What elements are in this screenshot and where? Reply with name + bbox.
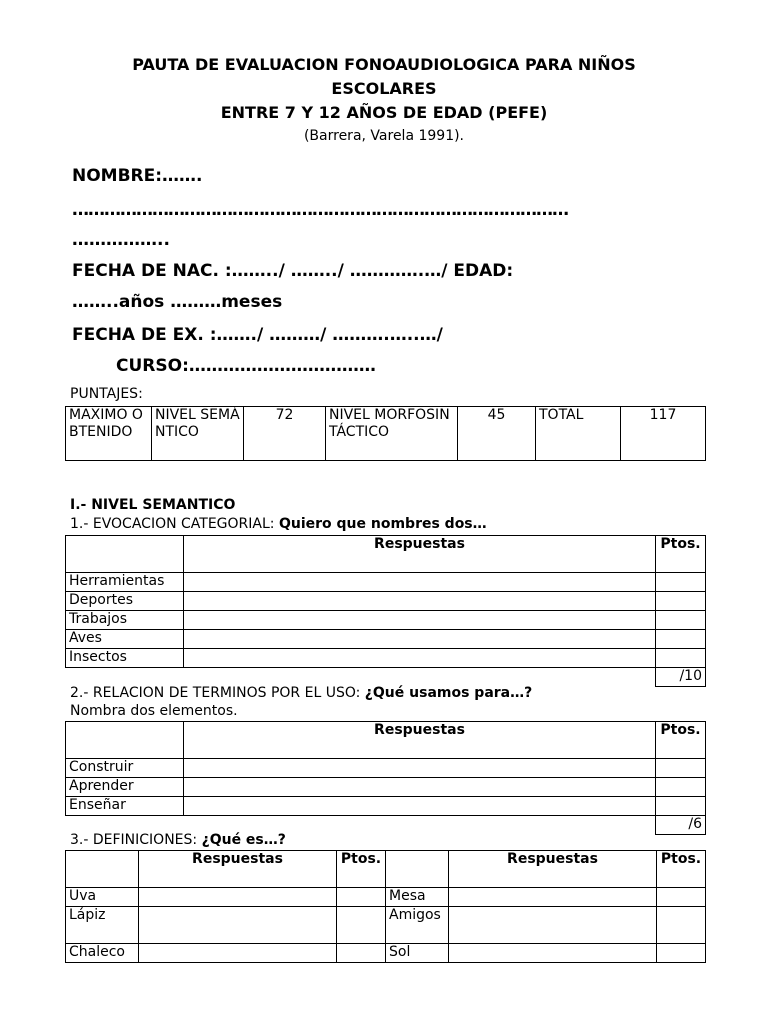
q2-row-label: Construir bbox=[66, 759, 184, 778]
q3-row-label-right: Sol bbox=[386, 944, 449, 963]
q1-score-cell: /10 bbox=[656, 668, 706, 687]
q1-response-cell[interactable] bbox=[184, 611, 656, 630]
q1-response-cell[interactable] bbox=[184, 573, 656, 592]
q1-row-label: Aves bbox=[66, 630, 184, 649]
q3-row-label-left: Lápiz bbox=[66, 907, 139, 944]
q2-score-cell: /6 bbox=[656, 816, 706, 835]
q2-ptos-header: Ptos. bbox=[656, 722, 706, 759]
q2-label: 2.- RELACION DE TERMINOS POR EL USO: bbox=[70, 685, 365, 701]
puntajes-label: PUNTAJES: bbox=[70, 386, 143, 402]
curso-field: CURSO:…………………………… bbox=[116, 356, 376, 376]
q3-label: 3.- DEFINICIONES: bbox=[70, 832, 202, 848]
form-citation: (Barrera, Varela 1991). bbox=[303, 128, 465, 144]
q1-points-cell[interactable] bbox=[656, 592, 706, 611]
q2-instruction: Nombra dos elementos. bbox=[70, 703, 238, 719]
morfosintactico-max-cell: 45 bbox=[458, 407, 536, 461]
q2-table bbox=[65, 721, 706, 835]
q1-response-cell[interactable] bbox=[184, 592, 656, 611]
total-label-cell: TOTAL bbox=[536, 407, 621, 461]
q1-score-spacer bbox=[66, 668, 184, 687]
q1-respuestas-header: Respuestas bbox=[184, 536, 656, 573]
q1-row-label: Deportes bbox=[66, 592, 184, 611]
q3-table bbox=[65, 850, 706, 963]
nombre-dots-short: …………….. bbox=[72, 230, 170, 250]
form-title-line2: ESCOLARES bbox=[331, 79, 437, 98]
q2-row-label: Enseñar bbox=[66, 797, 184, 816]
q3-heading bbox=[70, 832, 286, 848]
q1-label: 1.- EVOCACION CATEGORIAL: bbox=[70, 516, 279, 532]
q3-points-cell[interactable] bbox=[337, 907, 386, 944]
nivel-morfosintactico-cell: NIVEL MORFOSINTÁCTICO bbox=[326, 407, 458, 461]
q3-response-cell[interactable] bbox=[449, 907, 657, 944]
q3-points-cell[interactable] bbox=[337, 944, 386, 963]
fecha-nacimiento-field: FECHA DE NAC. :……../ ……../ ………….…/ EDAD: bbox=[72, 261, 514, 281]
q1-score-spacer bbox=[184, 668, 656, 687]
q1-row-label: Insectos bbox=[66, 649, 184, 668]
q3-points-cell[interactable] bbox=[657, 944, 706, 963]
q3-row-label-right: Amigos bbox=[386, 907, 449, 944]
q1-heading bbox=[70, 516, 487, 532]
q3-row-label-left: Chaleco bbox=[66, 944, 139, 963]
q2-points-cell[interactable] bbox=[656, 759, 706, 778]
q1-response-cell[interactable] bbox=[184, 630, 656, 649]
q1-points-cell[interactable] bbox=[656, 611, 706, 630]
q1-row-label: Trabajos bbox=[66, 611, 184, 630]
q3-respuestas-header-right: Respuestas bbox=[449, 851, 657, 888]
q3-response-cell[interactable] bbox=[139, 907, 337, 944]
maximo-obtenido-cell: MAXIMO OBTENIDO bbox=[66, 407, 152, 461]
q3-points-cell[interactable] bbox=[657, 888, 706, 907]
q3-ptos-header-right: Ptos. bbox=[657, 851, 706, 888]
nivel-semantico-cell: NIVEL SEMÁNTICO bbox=[152, 407, 244, 461]
q2-points-cell[interactable] bbox=[656, 797, 706, 816]
q2-blank-header bbox=[66, 722, 184, 759]
form-title-line3: ENTRE 7 Y 12 AÑOS DE EDAD (PEFE) bbox=[220, 103, 548, 122]
q1-prompt: Quiero que nombres dos… bbox=[278, 516, 487, 532]
q1-table bbox=[65, 535, 706, 687]
form-title-line1: PAUTA DE EVALUACION FONOAUDIOLOGICA PARA NIÑOS bbox=[132, 55, 636, 74]
q2-heading bbox=[70, 685, 532, 701]
q3-response-cell[interactable] bbox=[139, 944, 337, 963]
q3-respuestas-header-left: Respuestas bbox=[139, 851, 337, 888]
semantico-max-cell: 72 bbox=[244, 407, 326, 461]
q1-blank-header bbox=[66, 536, 184, 573]
q2-prompt: ¿Qué usamos para…? bbox=[364, 685, 533, 701]
q2-row-label: Aprender bbox=[66, 778, 184, 797]
q3-points-cell[interactable] bbox=[657, 907, 706, 944]
q1-points-cell[interactable] bbox=[656, 573, 706, 592]
q3-response-cell[interactable] bbox=[139, 888, 337, 907]
section-semantico-title: I.- NIVEL SEMANTICO bbox=[70, 497, 236, 513]
nombre-field: NOMBRE:……. bbox=[72, 166, 203, 186]
q2-response-cell[interactable] bbox=[184, 797, 656, 816]
q2-respuestas-header: Respuestas bbox=[184, 722, 656, 759]
q2-points-cell[interactable] bbox=[656, 778, 706, 797]
q1-points-cell[interactable] bbox=[656, 649, 706, 668]
q3-ptos-header-left: Ptos. bbox=[337, 851, 386, 888]
q3-response-cell[interactable] bbox=[449, 888, 657, 907]
q3-blank-header-left bbox=[66, 851, 139, 888]
q1-response-cell[interactable] bbox=[184, 649, 656, 668]
q1-ptos-header: Ptos. bbox=[656, 536, 706, 573]
q1-row-label: Herramientas bbox=[66, 573, 184, 592]
q3-points-cell[interactable] bbox=[337, 888, 386, 907]
total-max-cell: 117 bbox=[621, 407, 706, 461]
q3-row-label-left: Uva bbox=[66, 888, 139, 907]
q3-row-label-right: Mesa bbox=[386, 888, 449, 907]
q2-response-cell[interactable] bbox=[184, 778, 656, 797]
q3-response-cell[interactable] bbox=[449, 944, 657, 963]
puntajes-table bbox=[65, 406, 706, 461]
q1-points-cell[interactable] bbox=[656, 630, 706, 649]
edad-field: ……..años ………meses bbox=[72, 292, 283, 312]
q2-response-cell[interactable] bbox=[184, 759, 656, 778]
q3-blank-header-right bbox=[386, 851, 449, 888]
nombre-dots-line: ………………………………………………………………………………… bbox=[72, 200, 568, 220]
q3-prompt: ¿Qué es…? bbox=[201, 832, 286, 848]
fecha-examen-field: FECHA DE EX. :……./ ………/ ……….…..…/ bbox=[72, 325, 443, 345]
